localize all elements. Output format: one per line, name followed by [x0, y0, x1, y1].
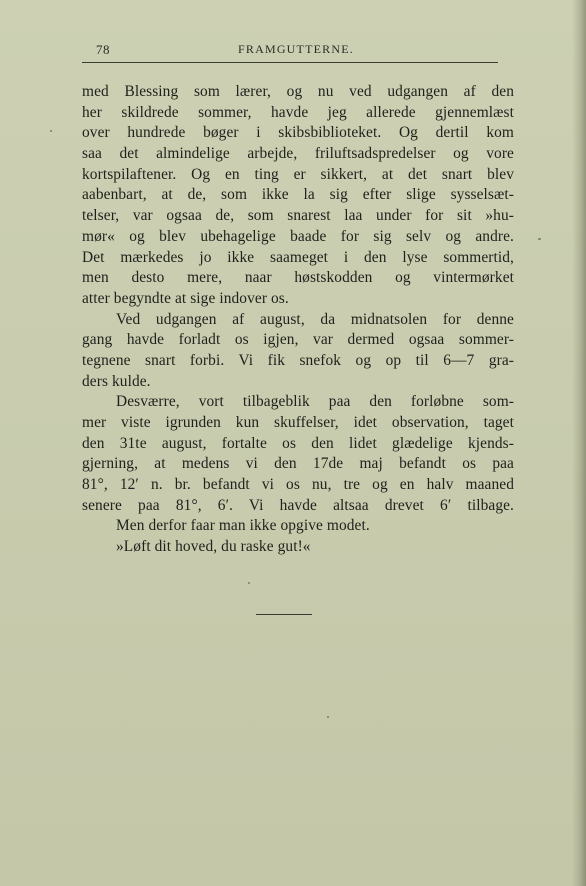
text-line: gjerning, at medens vi den 17de maj befandt os paa: [82, 455, 514, 473]
text-line: atter begyndte at sige indover os.: [82, 289, 289, 307]
running-head: FRAMGUTTERNE.: [238, 42, 354, 56]
header-rule: [82, 62, 498, 63]
text-line: 81°, 12′ n. br. befandt vi os nu, tre og en halv maaned: [82, 476, 514, 494]
text-line: Men derfor faar man ikke opgive modet.: [116, 517, 370, 535]
paper-speck: [50, 130, 52, 132]
paper-speck: [538, 238, 541, 240]
paper-speck: [248, 582, 250, 584]
text-line: senere paa 81°, 6′. Vi havde altsaa drevet 6′ tilbage.: [82, 496, 514, 514]
text-line: telser, var ogsaa de, som snarest laa under for sit »hu-: [82, 207, 514, 225]
text-line: Desværre, vort tilbageblik paa den forløbne som-: [116, 393, 514, 411]
text-line: saa det almindelige arbejde, friluftsadspredelser og vore: [82, 145, 514, 163]
text-line: gang havde forladt os igjen, var dermed ogsaa sommer-: [82, 331, 514, 349]
text-line: her skildrede sommer, havde jeg allerede gjennemlæst: [82, 103, 514, 121]
text-line: mør« og blev ubehagelige baade for sig selv og andre.: [82, 227, 514, 245]
end-rule: [256, 614, 312, 615]
text-line: over hundrede bøger i skibsbiblioteket. Og dertil kom: [82, 124, 514, 142]
text-line: ders kulde.: [82, 372, 151, 390]
page-number: 78: [96, 42, 110, 57]
text-line: med Blessing som lærer, og nu ved udgangen af den: [82, 83, 514, 100]
text-line: aabenbart, at de, som ikke la sig efter slige sysselsæt-: [82, 186, 514, 204]
text-line: mer viste igrunden kun skuffelser, idet observation, taget: [82, 414, 514, 431]
page-header: [82, 40, 498, 62]
body-text: [82, 82, 514, 558]
paper-speck: [327, 716, 329, 718]
page-edge-shadow: [572, 0, 586, 886]
text-line: kortspilaftener. Og en ting er sikkert, at det snart blev: [82, 165, 514, 183]
text-line: Ved udgangen af august, da midnatsolen for denne: [116, 310, 514, 328]
text-line: den 31te august, fortalte os den lidet glædelige kjends-: [82, 434, 514, 452]
text-line: »Løft dit hoved, du raske gut!«: [116, 538, 311, 556]
text-line: Det mærkedes jo ikke saameget i den lyse sommertid,: [82, 248, 514, 266]
text-line: men desto mere, naar høstskodden og vintermørket: [82, 269, 514, 287]
text-line: tegnene snart forbi. Vi fik snefok og op til 6—7 gra-: [82, 351, 514, 369]
